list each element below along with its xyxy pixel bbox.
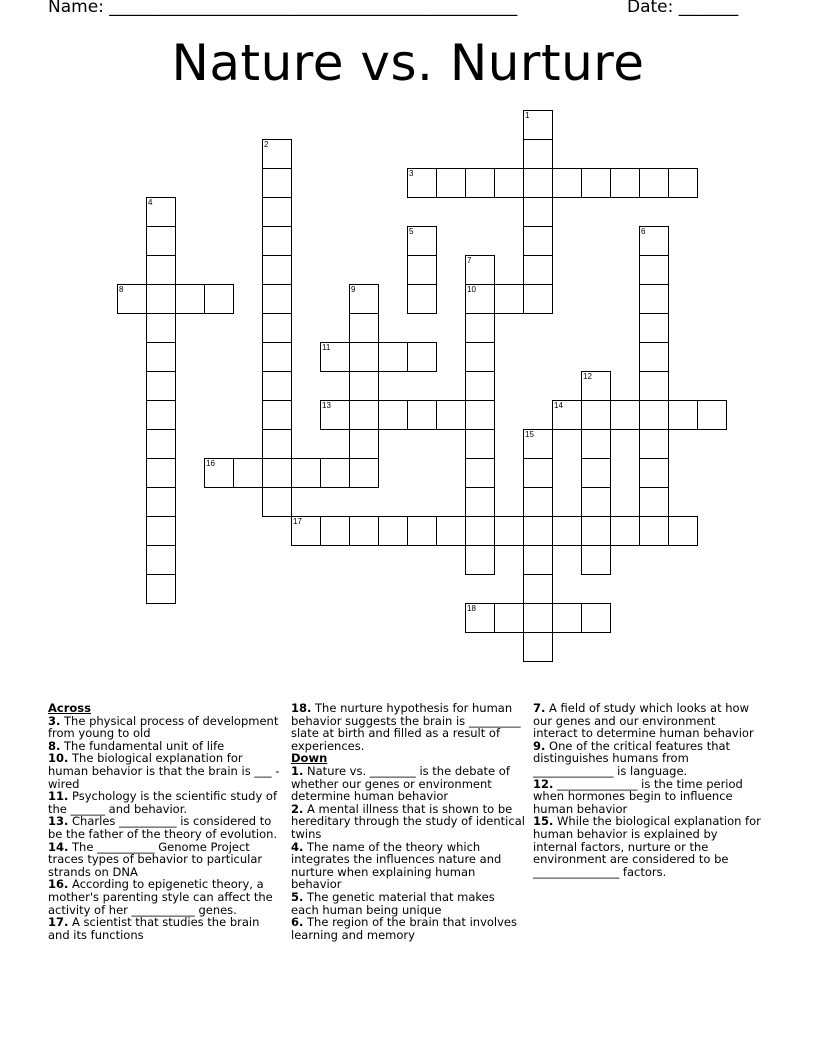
grid-cell[interactable] — [349, 342, 379, 372]
clue-across-3: 3. The physical process of development from young to old — [48, 713, 279, 741]
clue-across-10: 10. The biological explanation for human behavior is that the brain is ___ - wired — [48, 751, 280, 791]
grid-cell[interactable] — [639, 313, 669, 343]
clue-across-13: 13. Charles __________ is considered to be the father of the theory of evolution. — [48, 814, 278, 841]
grid-cell[interactable] — [262, 429, 292, 459]
grid-cell[interactable] — [494, 603, 524, 633]
grid-cell[interactable] — [697, 400, 727, 430]
grid-cell[interactable] — [407, 284, 437, 314]
grid-cell[interactable] — [146, 255, 176, 285]
clue-down-15: 15. While the biological explanation for human behavior is explained by internal factors, nurture or the environment are considered to be _______________ factors. — [533, 814, 761, 879]
clues-column-1 — [48, 702, 280, 941]
grid-cell[interactable] — [465, 168, 495, 198]
grid-cell[interactable] — [523, 139, 553, 169]
grid-cell[interactable] — [639, 342, 669, 372]
clue-across-11: 11. Psychology is the scientific study of the ______ and behavior. — [48, 789, 278, 816]
grid-cell[interactable] — [349, 400, 379, 430]
grid-cell[interactable] — [262, 371, 292, 401]
grid-cell[interactable] — [610, 168, 640, 198]
clue-number-6: 6 — [641, 227, 646, 236]
grid-cell[interactable] — [494, 168, 524, 198]
clue-across-18: 18. The nurture hypothesis for human behavior suggests the brain is _________ slate at birth and filled as a result of experiences. — [291, 701, 521, 753]
grid-cell[interactable] — [523, 632, 553, 662]
grid-cell[interactable] — [581, 429, 611, 459]
grid-cell[interactable] — [639, 255, 669, 285]
grid-cell[interactable] — [146, 545, 176, 575]
clue-across-16: 16. According to epigenetic theory, a mother's parenting style can affect the activity of her ___________ genes. — [48, 877, 273, 917]
grid-cell[interactable] — [175, 284, 205, 314]
grid-cell[interactable] — [523, 226, 553, 256]
grid-cell[interactable] — [146, 313, 176, 343]
clue-down-4: 4. The name of the theory which integrates the influences nature and nurture when explaining human behavior — [291, 839, 502, 892]
grid-cell[interactable] — [378, 516, 408, 546]
grid-cell[interactable] — [378, 342, 408, 372]
grid-cell[interactable] — [465, 342, 495, 372]
grid-cell[interactable] — [407, 400, 437, 430]
grid-cell[interactable] — [349, 458, 379, 488]
grid-cell[interactable] — [436, 516, 466, 546]
grid-cell[interactable] — [262, 458, 292, 488]
grid-cell[interactable] — [639, 400, 669, 430]
grid-cell[interactable] — [523, 168, 553, 198]
grid-cell[interactable] — [668, 168, 698, 198]
clue-number-14: 14 — [554, 401, 563, 410]
clue-down-2: 2. A mental illness that is shown to be hereditary through the study of identical twins — [291, 801, 525, 841]
across-heading: Across — [48, 701, 91, 715]
grid-cell[interactable] — [581, 516, 611, 546]
grid-cell[interactable] — [639, 487, 669, 517]
grid-cell[interactable] — [639, 284, 669, 314]
grid-cell[interactable] — [146, 574, 176, 604]
grid-cell[interactable] — [262, 342, 292, 372]
grid-cell[interactable] — [639, 371, 669, 401]
grid-cell[interactable] — [465, 400, 495, 430]
grid-cell[interactable] — [581, 400, 611, 430]
clues-column-2 — [291, 702, 525, 941]
grid-cell[interactable] — [465, 545, 495, 575]
page-title: Nature vs. Nurture — [171, 34, 645, 92]
grid-cell[interactable] — [262, 168, 292, 198]
grid-cell[interactable] — [523, 255, 553, 285]
grid-cell[interactable] — [465, 313, 495, 343]
grid-cell[interactable] — [639, 458, 669, 488]
grid-cell[interactable] — [349, 429, 379, 459]
grid-cell[interactable] — [610, 516, 640, 546]
grid-cell[interactable] — [407, 255, 437, 285]
grid-cell[interactable] — [233, 458, 263, 488]
grid-cell[interactable] — [262, 197, 292, 227]
down-heading: Down — [291, 751, 328, 766]
grid-cell[interactable] — [146, 400, 176, 430]
grid-cell[interactable] — [523, 603, 553, 633]
clue-number-3: 3 — [409, 169, 414, 178]
clue-number-12: 12 — [583, 372, 592, 381]
grid-cell[interactable] — [552, 516, 582, 546]
grid-cell[interactable] — [581, 168, 611, 198]
grid-cell[interactable] — [262, 255, 292, 285]
grid-cell[interactable] — [146, 458, 176, 488]
clue-number-15: 15 — [525, 430, 534, 439]
clue-down-1: 1. Nature vs. ________ is the debate of whether our genes or environment determine human behavior — [291, 763, 510, 804]
grid-cell[interactable] — [552, 603, 582, 633]
clue-down-9: 9. One of the critical features that distinguishes humans from ______________ is language. — [533, 738, 731, 778]
clues-column-3 — [533, 702, 763, 878]
clue-down-7: 7. A field of study which looks at how our genes and our environment interact to determine human behavior — [533, 701, 754, 741]
grid-cell[interactable] — [465, 429, 495, 459]
grid-cell[interactable] — [436, 400, 466, 430]
clue-number-11: 11 — [322, 343, 331, 352]
grid-cell[interactable] — [146, 516, 176, 546]
clue-number-4: 4 — [148, 198, 153, 207]
grid-cell[interactable] — [523, 197, 553, 227]
clue-across-17: 17. A scientist that studies the brain and its functions — [48, 915, 260, 942]
clue-down-5: 5. The genetic material that makes each human being unique — [291, 889, 495, 917]
clue-number-13: 13 — [322, 401, 331, 410]
clue-number-7: 7 — [467, 256, 472, 265]
grid-cell[interactable] — [378, 400, 408, 430]
clue-number-5: 5 — [409, 227, 414, 236]
clue-number-10: 10 — [467, 285, 476, 294]
date-field[interactable]: Date: _______ — [627, 0, 739, 17]
grid-cell[interactable] — [262, 400, 292, 430]
grid-cell[interactable] — [581, 458, 611, 488]
grid-cell[interactable] — [204, 284, 234, 314]
grid-cell[interactable] — [639, 516, 669, 546]
clue-number-18: 18 — [467, 604, 476, 613]
grid-cell[interactable] — [320, 516, 350, 546]
grid-cell[interactable] — [581, 603, 611, 633]
grid-cell[interactable] — [523, 545, 553, 575]
grid-cell[interactable] — [523, 284, 553, 314]
grid-cell[interactable] — [494, 284, 524, 314]
grid-cell[interactable] — [436, 168, 466, 198]
grid-cell[interactable] — [523, 487, 553, 517]
grid-cell[interactable] — [262, 226, 292, 256]
grid-cell[interactable] — [465, 458, 495, 488]
clue-number-16: 16 — [206, 459, 215, 468]
grid-cell[interactable] — [291, 458, 321, 488]
grid-cell[interactable] — [581, 487, 611, 517]
grid-cell[interactable] — [465, 516, 495, 546]
grid-cell[interactable] — [349, 313, 379, 343]
grid-cell[interactable] — [523, 574, 553, 604]
grid-cell[interactable] — [407, 516, 437, 546]
clue-across-8: 8. The fundamental unit of life — [48, 738, 225, 753]
clue-down-12: 12. ______________ is the time period when hormones begin to influence human behavior — [533, 776, 743, 816]
grid-cell[interactable] — [262, 284, 292, 314]
grid-cell[interactable] — [262, 487, 292, 517]
name-field[interactable]: Name: ________________________________________________ — [48, 0, 518, 17]
grid-cell[interactable] — [146, 371, 176, 401]
grid-cell[interactable] — [581, 545, 611, 575]
grid-cell[interactable] — [668, 516, 698, 546]
grid-cell[interactable] — [407, 342, 437, 372]
clue-number-17: 17 — [293, 517, 302, 526]
grid-cell[interactable] — [639, 168, 669, 198]
grid-cell[interactable] — [146, 342, 176, 372]
grid-cell[interactable] — [494, 516, 524, 546]
grid-cell[interactable] — [668, 400, 698, 430]
clue-number-9: 9 — [351, 285, 356, 294]
grid-cell[interactable] — [349, 516, 379, 546]
grid-cell[interactable] — [523, 458, 553, 488]
clue-number-2: 2 — [264, 140, 269, 149]
grid-cell[interactable] — [552, 168, 582, 198]
grid-cell[interactable] — [320, 458, 350, 488]
grid-cell[interactable] — [146, 226, 176, 256]
grid-cell[interactable] — [639, 429, 669, 459]
grid-cell[interactable] — [146, 487, 176, 517]
grid-cell[interactable] — [465, 371, 495, 401]
grid-cell[interactable] — [262, 313, 292, 343]
clue-number-8: 8 — [119, 285, 124, 294]
grid-cell[interactable] — [349, 371, 379, 401]
clue-across-14: 14. The __________ Genome Project traces types of behavior to particular strands on DNA — [48, 839, 263, 879]
grid-cell[interactable] — [523, 516, 553, 546]
grid-cell[interactable] — [146, 284, 176, 314]
grid-cell[interactable] — [610, 400, 640, 430]
grid-cell[interactable] — [146, 429, 176, 459]
clue-number-1: 1 — [525, 111, 530, 120]
grid-cell[interactable] — [465, 487, 495, 517]
clue-down-6: 6. The region of the brain that involves learning and memory — [291, 915, 517, 942]
